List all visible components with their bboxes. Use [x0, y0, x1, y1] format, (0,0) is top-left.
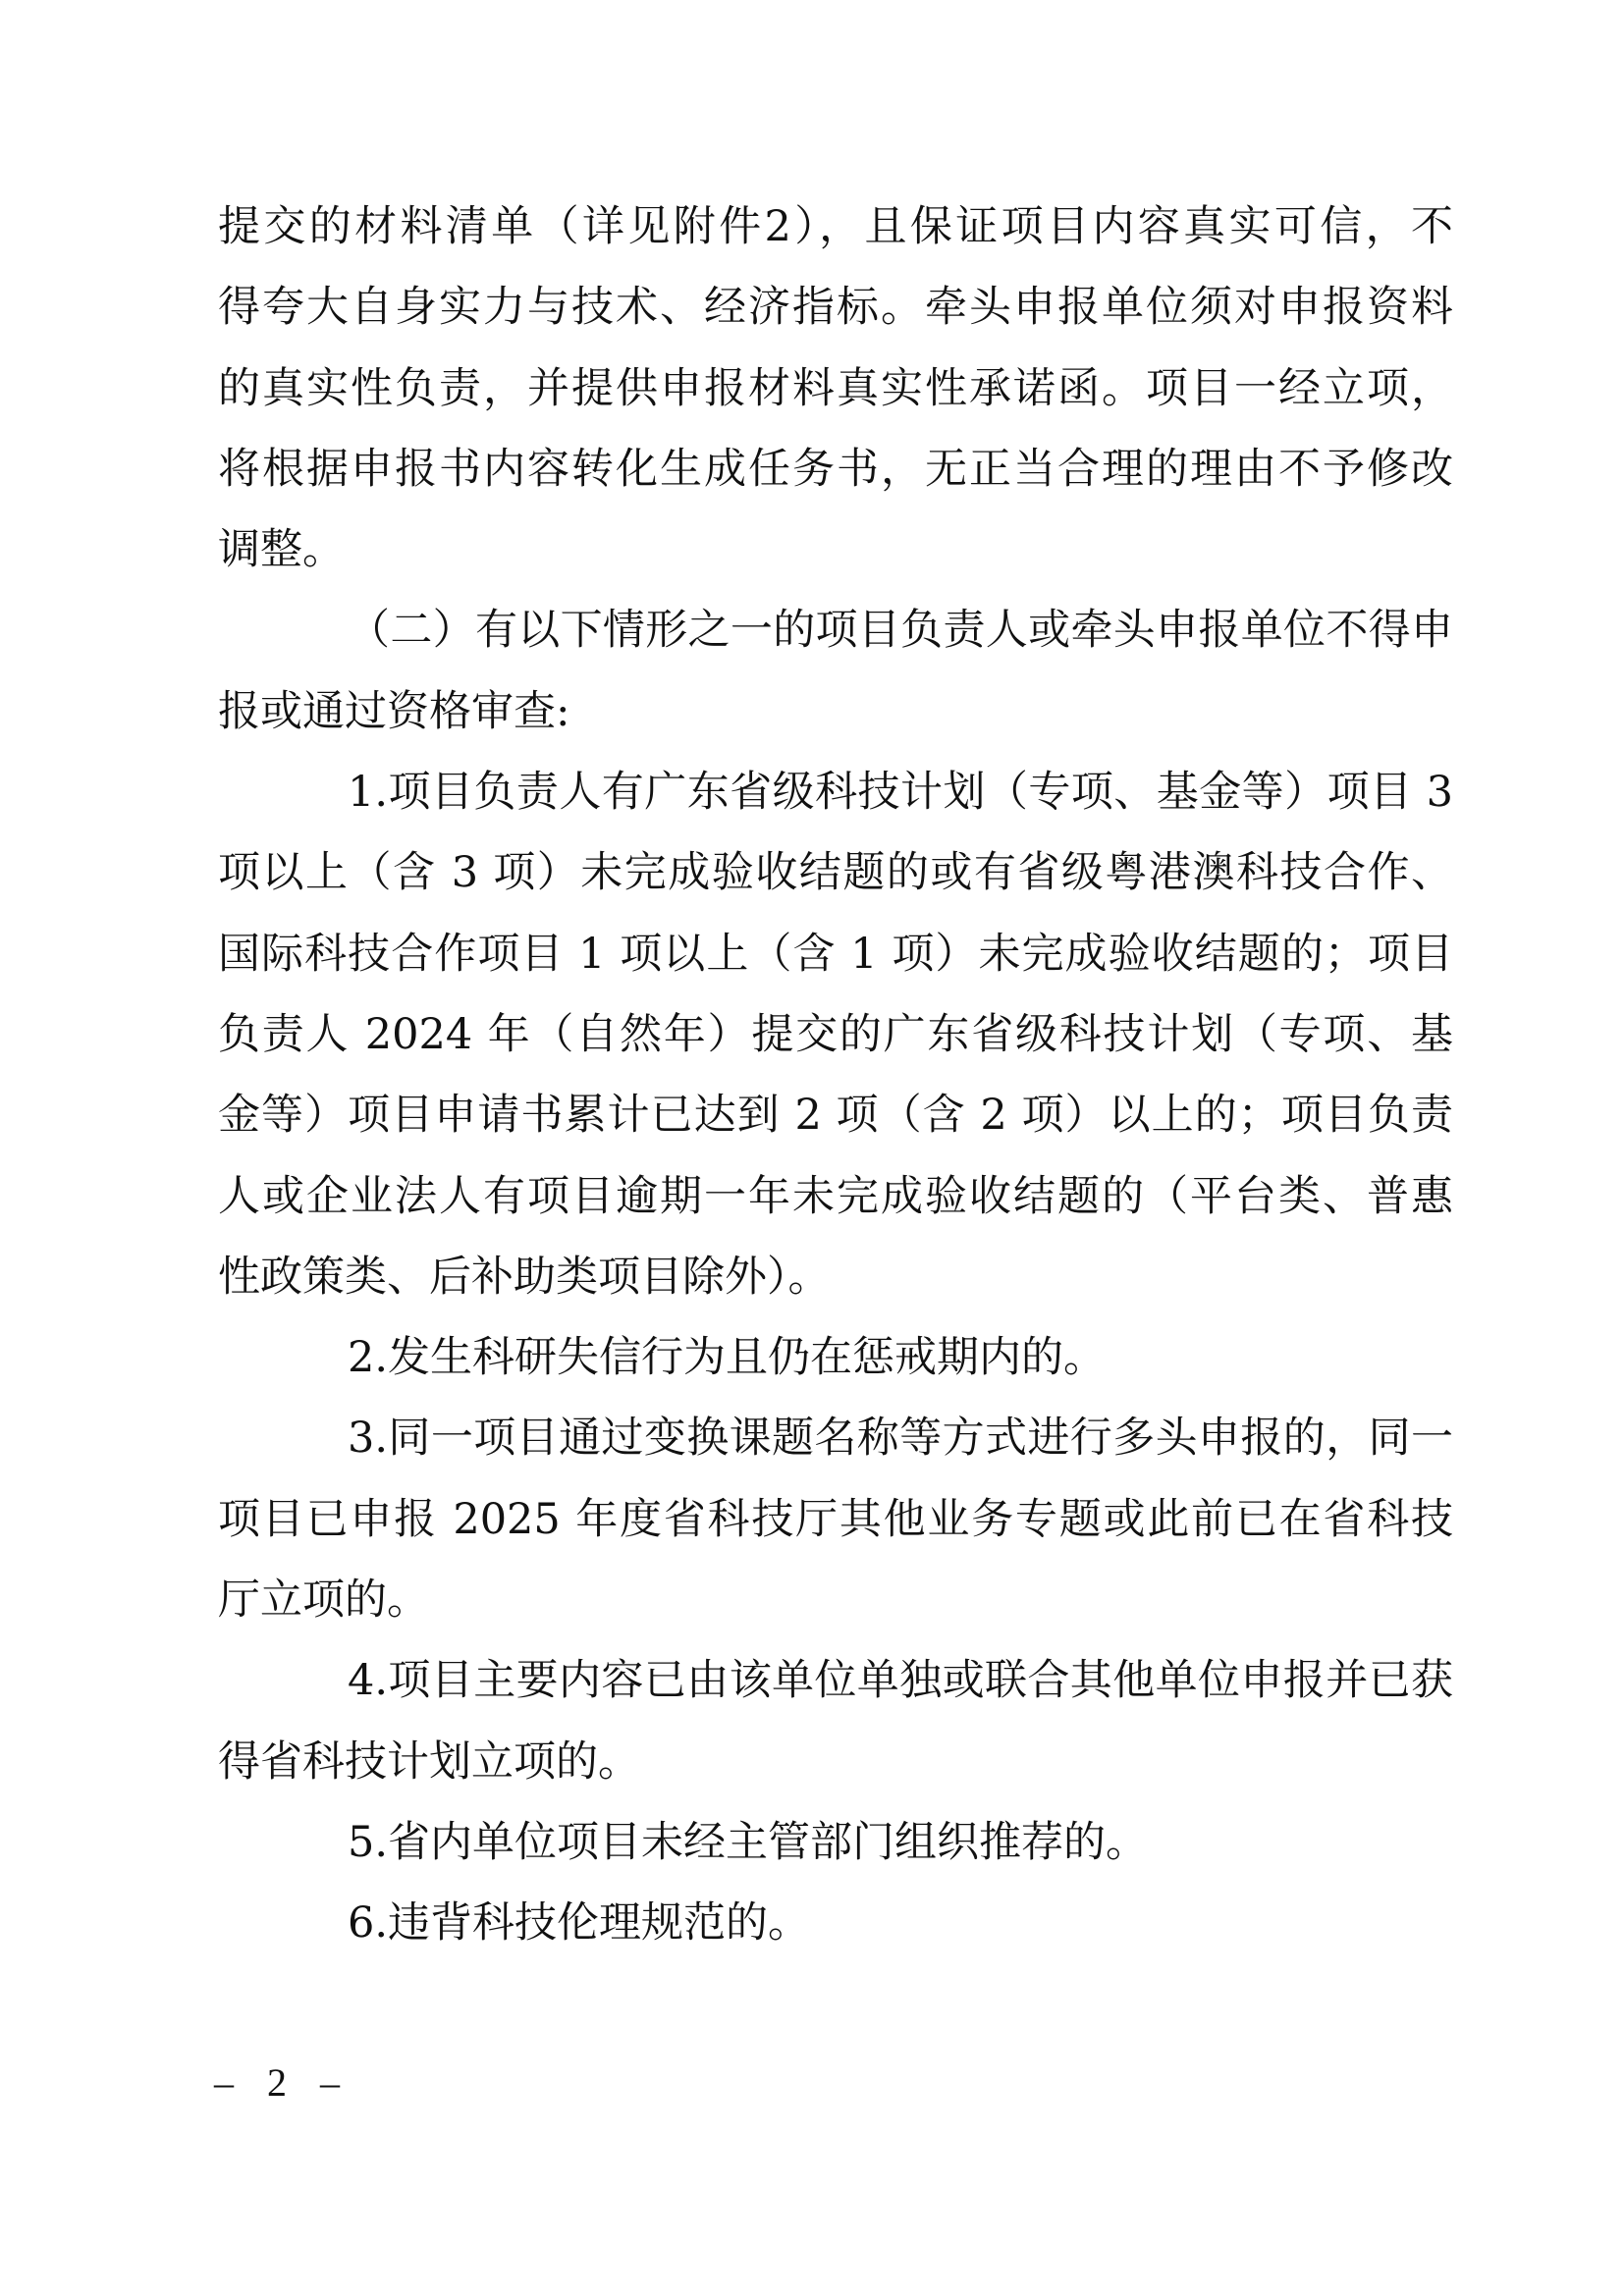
text-line: 5.省内单位项目未经主管部门组织推荐的。: [348, 1817, 1149, 1867]
list-item-6: [218, 1883, 1453, 1963]
text-line: （二）有以下情形之一的项目负责人或牵头申报单位不得申: [348, 606, 1453, 656]
section-heading-2: [218, 590, 1453, 752]
text-line: 将根据申报书内容转化生成任务书，无正当合理的理由不予修改: [218, 444, 1453, 494]
text-line: 报或通过资格审查:: [218, 686, 570, 736]
text-line: 厅立项的。: [218, 1575, 429, 1626]
text-line: 人或企业法人有项目逾期一年未完成验收结题的（平台类、普惠: [218, 1171, 1453, 1221]
text-line: 调整。: [218, 525, 345, 575]
text-line: 负责人 2024 年（自然年）提交的广东省级科技计划（专项、基: [218, 1009, 1453, 1059]
text-line: 项目已申报 2025 年度省科技厅其他业务专题或此前已在省科技: [218, 1494, 1453, 1544]
text-line: 国际科技合作项目 1 项以上（含 1 项）未完成验收结题的；项目: [218, 929, 1453, 979]
list-item-1: [218, 752, 1453, 1317]
text-line: 得夸大自身实力与技术、经济指标。牵头申报单位须对申报资料: [218, 283, 1453, 333]
text-line: 金等）项目申请书累计已达到 2 项（含 2 项）以上的；项目负责: [218, 1091, 1453, 1141]
text-line: 2.发生科研失信行为且仍在惩戒期内的。: [348, 1333, 1107, 1383]
text-line: 3.同一项目通过变换课题名称等方式进行多头申报的，同一: [348, 1414, 1453, 1464]
list-item-3: [218, 1398, 1453, 1640]
document-body: [218, 187, 1453, 1964]
text-line: 性政策类、后补助类项目除外）。: [218, 1252, 831, 1302]
list-item-2: [218, 1317, 1453, 1398]
text-line: 6.违背科技伦理规范的。: [348, 1898, 811, 1949]
text-line: 得省科技计划立项的。: [218, 1736, 640, 1787]
text-line: 项以上（含 3 项）未完成验收结题的或有省级粤港澳科技合作、: [218, 848, 1453, 898]
text-line: 提交的材料清单（详见附件2），且保证项目内容真实可信，不: [218, 202, 1453, 251]
page-number: – 2 –: [214, 2060, 352, 2105]
list-item-4: [218, 1640, 1453, 1802]
text-line: 1.项目负责人有广东省级科技计划（专项、基金等）项目 3: [348, 768, 1453, 818]
text-line: 的真实性负责，并提供申报材料真实性承诺函。项目一经立项，: [218, 363, 1453, 413]
list-item-5: [218, 1802, 1453, 1883]
text-line: 4.项目主要内容已由该单位单独或联合其他单位申报并已获: [348, 1656, 1453, 1706]
paragraph-continuation: [218, 187, 1453, 590]
